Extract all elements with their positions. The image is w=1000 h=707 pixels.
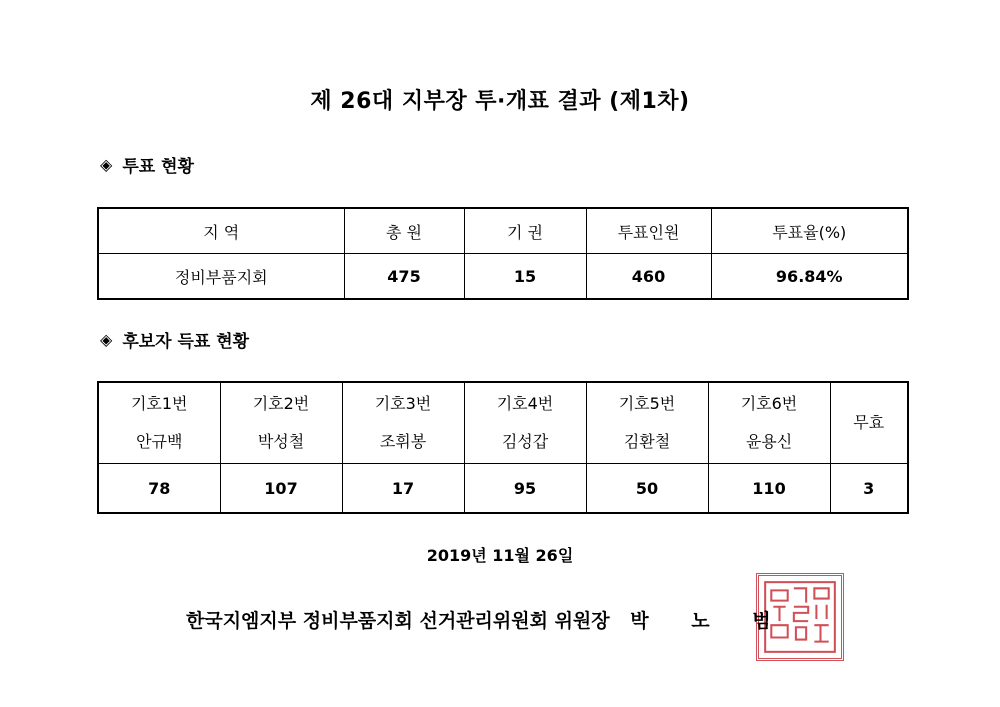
cell-total: 475 [344,254,464,300]
candidate-number: 기호6번 [740,394,798,413]
document-date: 2019년 11월 26일 [426,546,574,565]
votes-cell-6: 110 [708,464,830,514]
candidate-number: 기호5번 [618,394,676,413]
section-heading: 투표 현황 [122,157,194,177]
signer-organization: 한국지엠지부 정비부품지회 선거관리위원회 위원장 [186,610,610,632]
votes-cell-invalid: 3 [830,464,908,514]
section-vote-status [100,152,194,177]
header-cell-region: 지 역 [98,208,344,254]
votes-cell-2: 107 [220,464,342,514]
votes-cell-3: 17 [342,464,464,514]
cell-turnout: 96.84% [711,254,908,300]
diamond-bullet-icon: ◈ [100,155,113,174]
table-row [98,254,908,300]
votes-cell-1: 78 [98,464,220,514]
section-heading: 후보자 득표 현황 [122,332,250,352]
header-cell-abstain: 기 권 [464,208,586,254]
signer-name: 박 노 범 [630,610,789,632]
candidate-name: 박성철 [257,432,305,451]
candidate-name: 안규백 [136,432,183,451]
candidate-number: 기호3번 [374,394,432,413]
vote-status-table [97,207,909,300]
candidate-header-5 [586,382,708,464]
votes-cell-5: 50 [586,464,708,514]
document-title: 제 26대 지부장 투·개표 결과 (제1차) [310,89,690,114]
candidate-header-1 [98,382,220,464]
candidate-header-2 [220,382,342,464]
header-cell-total: 총 원 [344,208,464,254]
candidate-name: 김성갑 [501,432,549,451]
table-header-row [98,382,908,464]
candidate-header-4 [464,382,586,464]
table-row [98,464,908,514]
candidate-votes-table [97,381,909,514]
candidate-header-3 [342,382,464,464]
header-cell-turnout: 투표율(%) [711,208,908,254]
cell-voters: 460 [586,254,711,300]
candidate-number: 기호2번 [252,394,310,413]
candidate-number: 기호1번 [130,394,188,413]
invalid-header: 무효 [830,382,908,464]
diamond-bullet-icon: ◈ [100,330,113,349]
candidate-name: 윤용신 [745,432,793,451]
signature-line [186,606,789,633]
candidate-name: 김환철 [623,432,671,451]
cell-region: 정비부품지회 [98,254,344,300]
table-header-row [98,208,908,254]
section-candidate-votes [100,327,249,352]
cell-abstain: 15 [464,254,586,300]
candidate-number: 기호4번 [496,394,554,413]
candidate-header-6 [708,382,830,464]
candidate-name: 조휘봉 [379,432,427,451]
votes-cell-4: 95 [464,464,586,514]
header-cell-voters: 투표인원 [586,208,711,254]
